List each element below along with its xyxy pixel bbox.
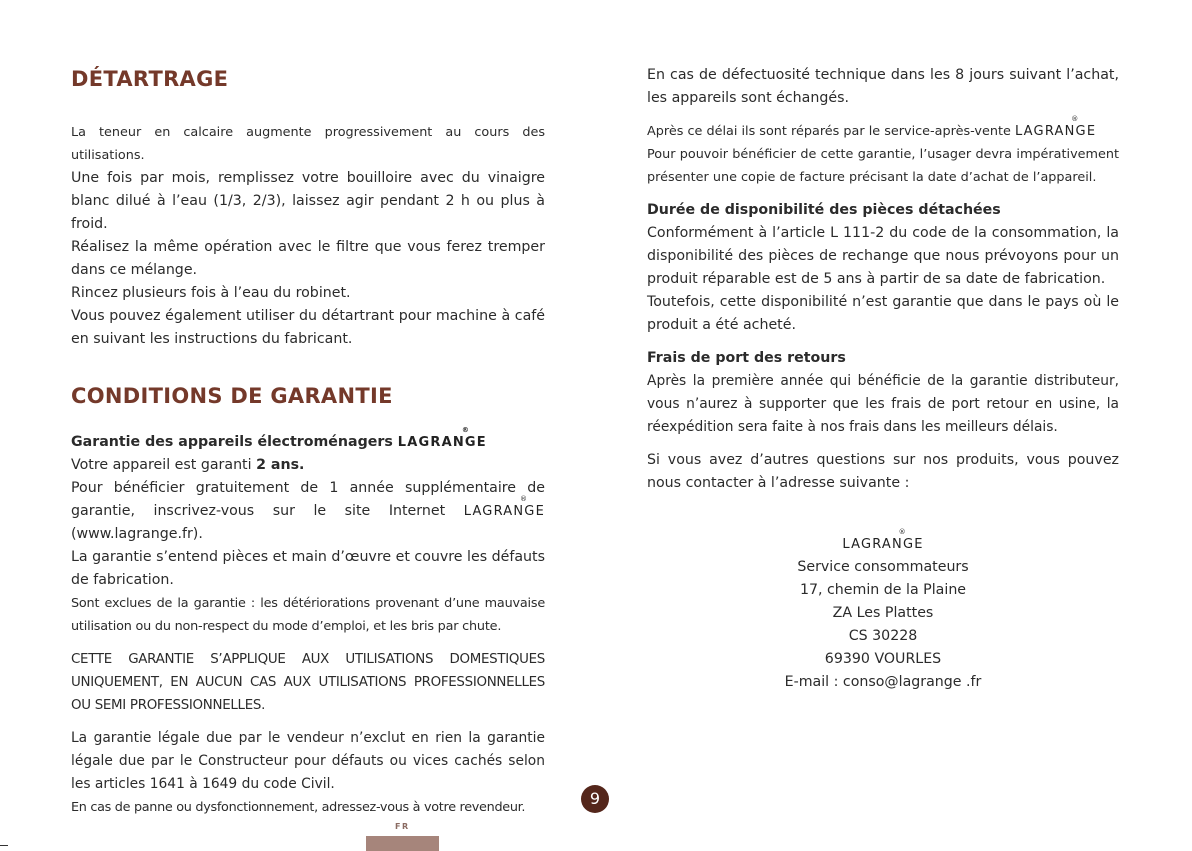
registered-mark: ®: [461, 426, 469, 434]
language-label: FR: [395, 822, 410, 831]
garantie-extension-text: Pour bénéficier gratuitement de 1 année supplémentaire de garantie, inscrivez-vous sur le site Internet: [71, 480, 545, 519]
logo-text: LAGRANGE: [463, 504, 545, 519]
language-bar: [366, 836, 439, 851]
detartrage-paragraph-1: La teneur en calcaire augmente progressivement au cours des utilisations.: [71, 125, 545, 163]
invoice-paragraph: Pour pouvoir bénéficier de cette garantie, l’usager devra impérativement présenter une copie de facture précisant la date d’achat de l’appareil.: [647, 147, 1119, 185]
page-number: 9: [581, 785, 609, 813]
garantie-paragraph-3: La garantie s’entend pièces et main d’œuvre et couvre les défauts de fabrication.: [71, 549, 545, 588]
garantie-duration-value: 2 ans.: [256, 457, 305, 473]
lagrange-logo: [1014, 115, 1097, 139]
crop-mark: [0, 845, 8, 846]
registered-mark: ®: [898, 528, 906, 536]
contact-intro: Si vous avez d’autres questions sur nos produits, vous pouvez nous contacter à l’adresse suivante :: [647, 452, 1119, 491]
after-sales-paragraph: [647, 115, 1119, 143]
after-sales-text: Après ce délai ils sont réparés par le service-après-vente: [647, 124, 1015, 139]
address-email: E-mail : conso@lagrange .fr: [784, 674, 982, 690]
garantie-duration-label: Votre appareil est garanti: [71, 457, 257, 473]
left-column: [71, 64, 545, 819]
garantie-paragraph-1: [71, 454, 545, 477]
address-line: 17, chemin de la Plaine: [799, 582, 967, 598]
detartrage-paragraph-3: Réalisez la même opération avec le filtre que vous ferez tremper dans ce mélange.: [71, 239, 545, 278]
port-paragraph: Après la première année qui bénéficie de la garantie distributeur, vous n’aurez à supporter que les frais de port retour en usine, la réexpédition sera faite à nos frais dans les meilleurs délais.: [647, 373, 1119, 435]
address-line: 69390 VOURLES: [824, 651, 942, 667]
garantie-paragraph-6: La garantie légale due par le vendeur n’exclut en rien la garantie légale due par le Constructeur pour défauts ou vices cachés selon les articles 1641 à 1649 du code Civil.: [71, 730, 545, 792]
lagrange-logo: [842, 528, 924, 552]
garantie-paragraph-4: Sont exclues de la garantie : les détériorations provenant d’une mauvaise utilisation ou du non-respect du mode d’emploi, et les bris par chute.: [71, 596, 545, 634]
detartrage-title: DÉTARTRAGE: [71, 67, 229, 91]
registered-mark: ®: [1071, 115, 1079, 123]
pieces-paragraph-2: Toutefois, cette disponibilité n’est garantie que dans le pays où le produit a été acheté.: [647, 294, 1119, 333]
pieces-paragraph-1: Conformément à l’article L 111-2 du code de la consommation, la disponibilité des pièces de rechange que nous prévoyons pour un produit réparable est de 5 ans à partir de sa date de fabrication.: [647, 225, 1119, 287]
logo-text: LAGRANGE: [842, 537, 924, 552]
contact-address: [647, 528, 1119, 694]
lagrange-logo: [463, 495, 545, 519]
logo-text: LAGRANGE: [1014, 124, 1097, 139]
detartrage-paragraph-5: Vous pouvez également utiliser du détartrant pour machine à café en suivant les instructions du fabricant.: [71, 308, 545, 347]
address-line: ZA Les Plattes: [832, 605, 934, 621]
lagrange-logo: [397, 426, 487, 450]
garantie-paragraph-7: En cas de panne ou dysfonctionnement, adressez-vous à votre revendeur.: [71, 800, 526, 815]
detartrage-paragraph-2: Une fois par mois, remplissez votre bouilloire avec du vinaigre blanc dilué à l’eau (1/3, 2/3), laissez agir pendant 2 h ou plus à froid.: [71, 170, 545, 232]
logo-text: LAGRANGE: [397, 435, 487, 450]
garantie-paragraph-2: [71, 477, 545, 546]
garantie-paragraph-5: CETTE GARANTIE S’APPLIQUE AUX UTILISATIONS DOMESTIQUES UNIQUEMENT, EN AUCUN CAS AUX UTILISATIONS PROFESSIONNELLES OU SEMI PROFESSIONNELLES.: [71, 652, 545, 713]
registered-mark: ®: [520, 495, 527, 503]
pieces-title: Durée de disponibilité des pièces détachées: [647, 202, 1001, 218]
right-column: [647, 64, 1119, 694]
garantie-title: CONDITIONS DE GARANTIE: [71, 384, 393, 408]
website-url: (www.lagrange.fr).: [71, 526, 203, 542]
port-title: Frais de port des retours: [647, 350, 846, 366]
garantie-subtitle: [71, 426, 545, 454]
address-line: CS 30228: [848, 628, 918, 644]
address-line: Service consommateurs: [797, 559, 969, 575]
address-logo-line: [647, 528, 1119, 556]
defect-paragraph: En cas de défectuosité technique dans les 8 jours suivant l’achat, les appareils sont échangés.: [647, 67, 1119, 106]
detartrage-paragraph-4: Rincez plusieurs fois à l’eau du robinet.: [71, 285, 351, 301]
garantie-subtitle-text: Garantie des appareils électroménagers: [71, 434, 393, 450]
